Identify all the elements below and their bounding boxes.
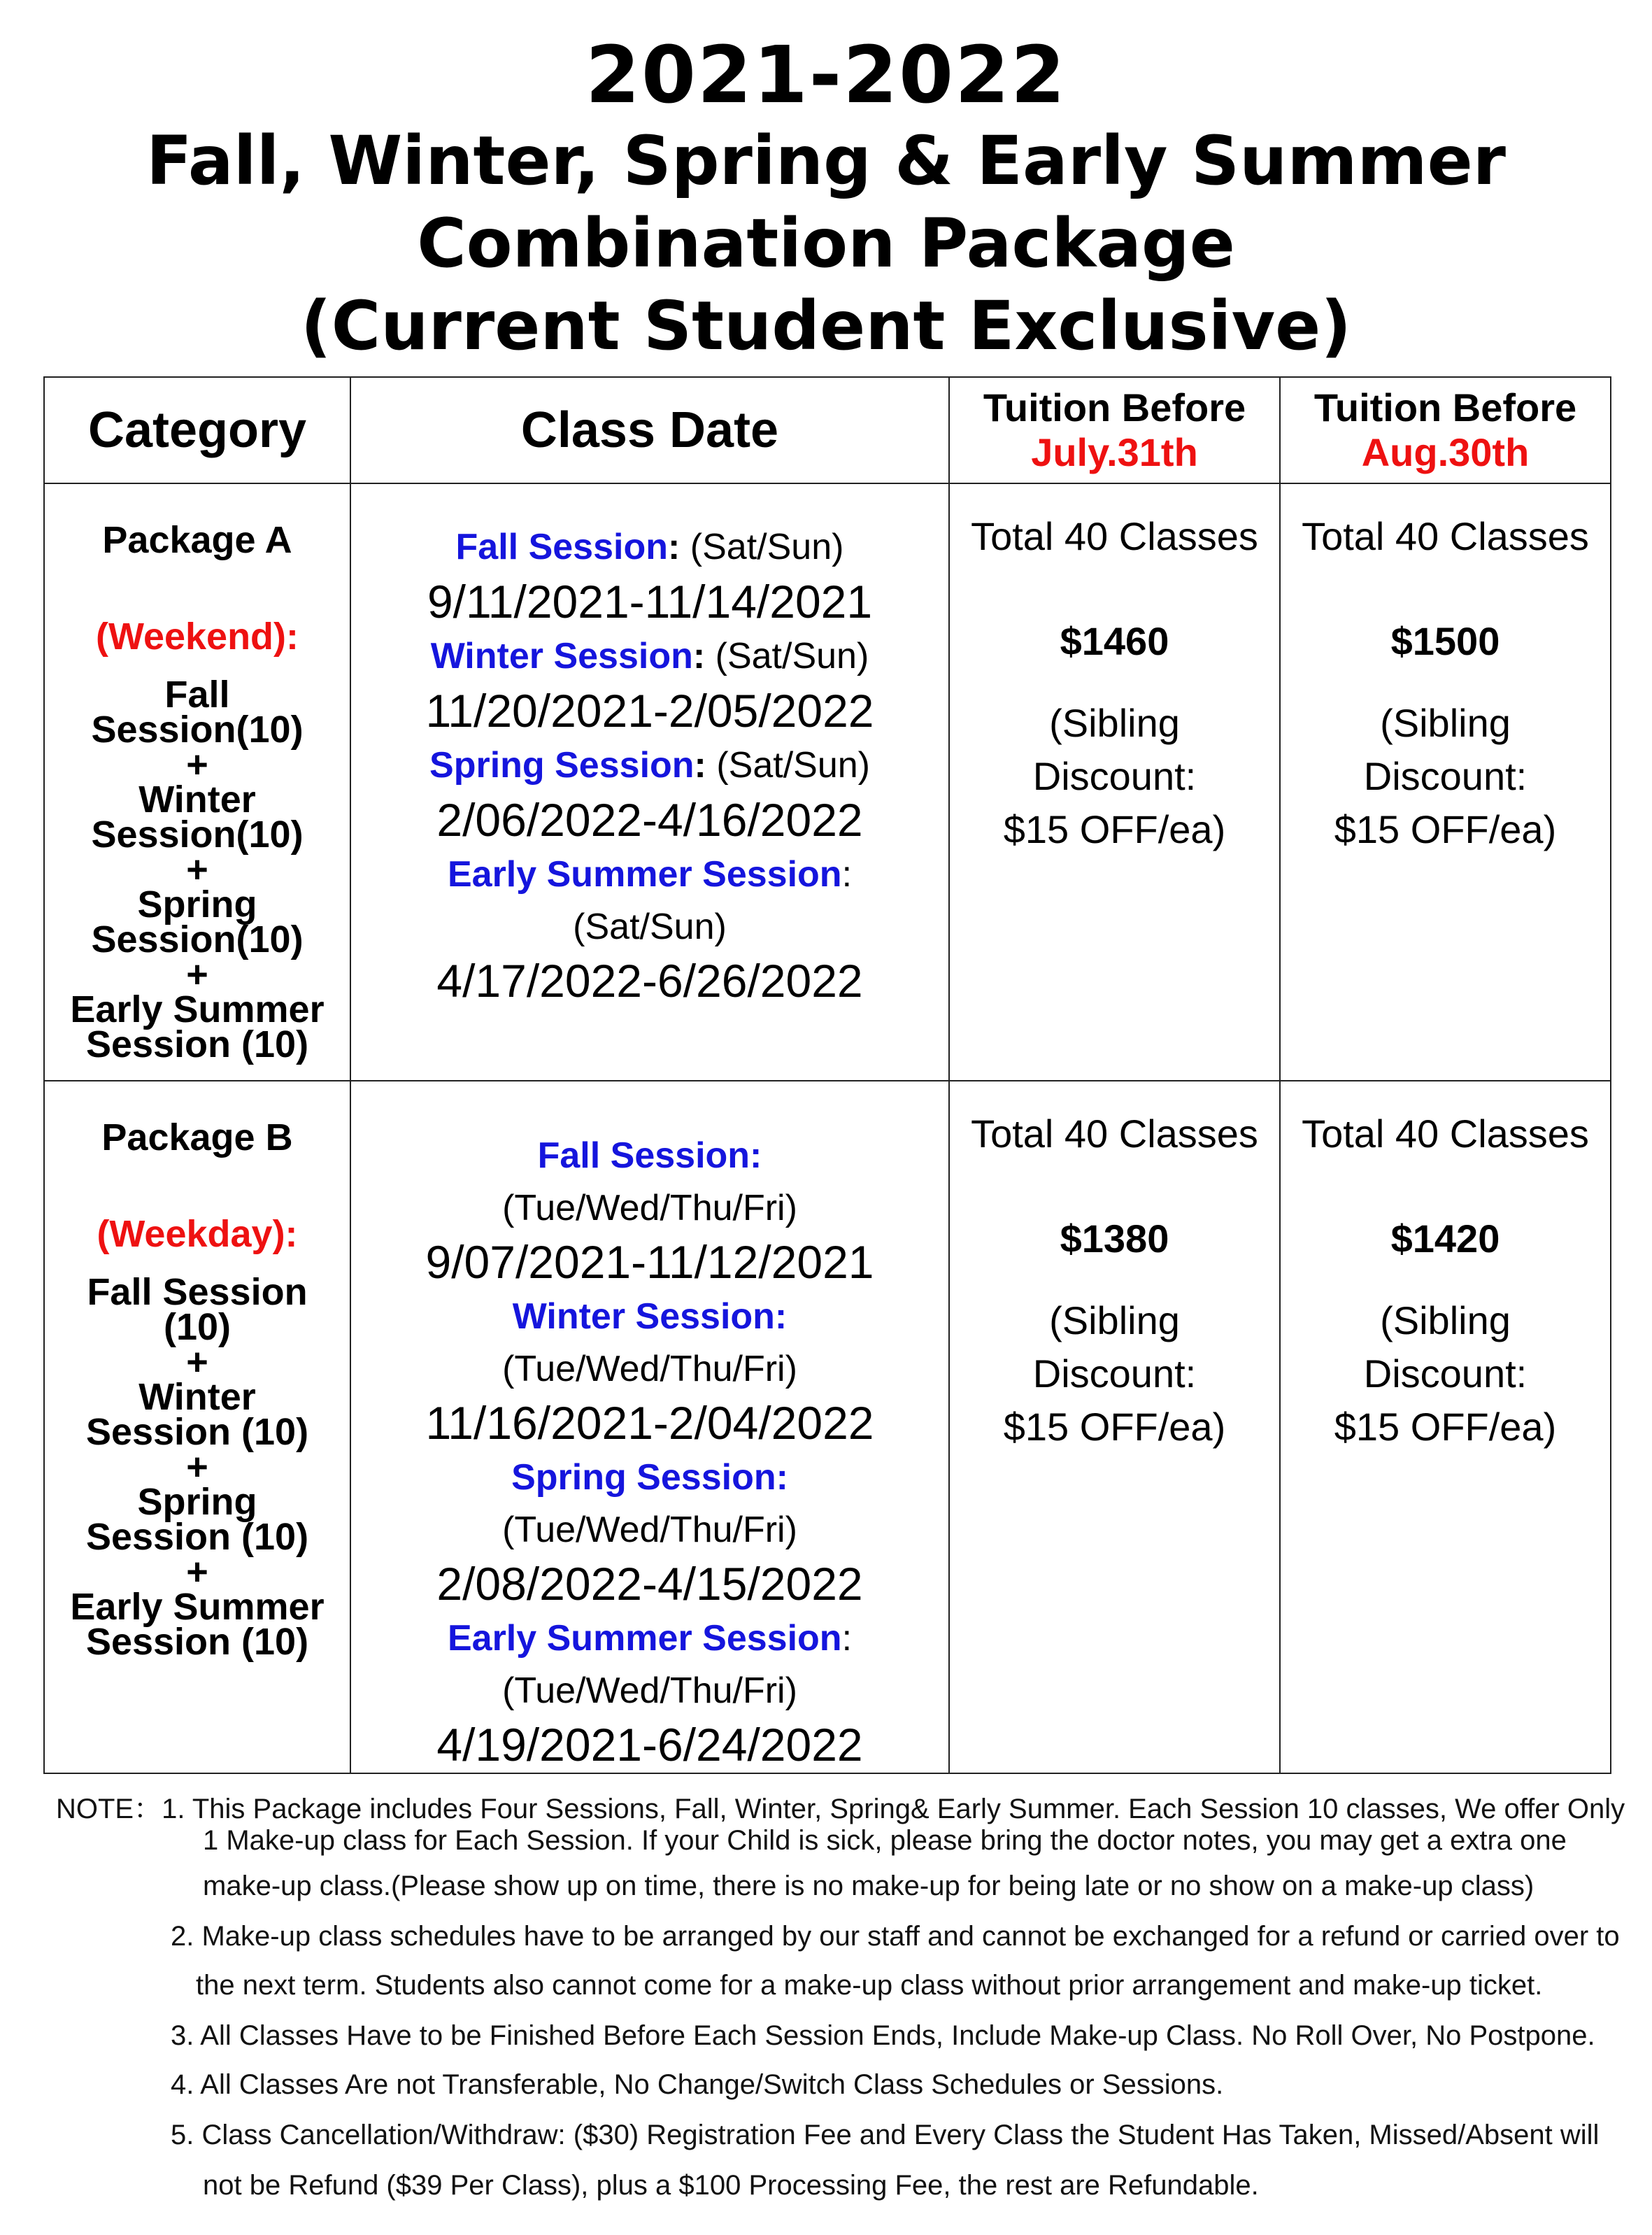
sibling-discount-line: (Sibling — [1380, 1298, 1511, 1342]
category-line: Session(10) — [91, 814, 304, 856]
tuition-cell — [949, 1081, 1280, 1773]
price: $1500 — [1390, 619, 1500, 663]
session-label: Fall Session: — [537, 1135, 762, 1176]
package-name: Package A — [102, 519, 292, 561]
sibling-discount-line: (Sibling — [1049, 1298, 1180, 1342]
session-line — [351, 1451, 948, 1504]
category-line: Session(10) — [91, 709, 304, 751]
header-tuition-date: Aug.30th — [1361, 430, 1530, 474]
session-days: (Tue/Wed/Thu/Fri) — [502, 1349, 797, 1389]
header-category: Category — [44, 377, 350, 483]
package-name: Package B — [101, 1116, 293, 1158]
total-classes: Total 40 Classes — [971, 1112, 1258, 1156]
session-date-range: 9/07/2021-11/12/2021 — [425, 1236, 874, 1288]
note-line: the next term. Students also cannot come for a make-up class without prior arrangement and make-up ticket. — [196, 1970, 1543, 2001]
sibling-discount-line: $15 OFF/ea) — [1334, 807, 1557, 851]
note-line: 4. All Classes Are not Transferable, No Change/Switch Class Schedules or Sessions. — [171, 2069, 1224, 2100]
session-colon: : — [668, 527, 681, 567]
title-line-seasons: Fall, Winter, Spring & Early Summer — [145, 122, 1507, 200]
category-line: Early Summer — [70, 1586, 325, 1628]
header-tuition-august — [1280, 377, 1611, 483]
title-line-package: Combination Package — [417, 204, 1235, 283]
session-colon: : — [692, 636, 706, 676]
total-classes: Total 40 Classes — [971, 514, 1258, 558]
session-date-range: 2/08/2022-4/15/2022 — [436, 1558, 863, 1610]
session-label: Fall Session — [455, 527, 668, 567]
session-colon: : — [841, 854, 853, 895]
sibling-discount-line: Discount: — [1032, 754, 1197, 798]
category-line: Fall — [164, 674, 230, 716]
category-line: + — [186, 849, 208, 891]
total-classes: Total 40 Classes — [1302, 514, 1589, 558]
note-line: 5. Class Cancellation/Withdraw: ($30) Registration Fee and Every Class the Student Has Taken, Missed/Absent will — [171, 2120, 1600, 2150]
session-date-range: 11/20/2021-2/05/2022 — [425, 685, 874, 737]
title-year: 2021-2022 — [585, 30, 1067, 121]
category-line: Session (10) — [85, 1516, 309, 1558]
price: $1380 — [1060, 1216, 1169, 1261]
session-line — [351, 739, 948, 792]
header-tuition-label: Tuition Before — [1313, 385, 1577, 430]
title-line-exclusive: (Current Student Exclusive) — [300, 287, 1352, 365]
sibling-discount-line: $15 OFF/ea) — [1003, 1405, 1226, 1449]
tuition-cell — [1280, 1081, 1611, 1773]
category-line: + — [186, 744, 208, 786]
tuition-cell — [949, 483, 1280, 1081]
session-date-range: 2/06/2022-4/16/2022 — [436, 794, 863, 846]
session-label: Spring Session: — [511, 1457, 788, 1498]
session-colon: : — [841, 1618, 853, 1659]
session-label: Early Summer Session — [447, 1618, 842, 1659]
category-cell — [44, 483, 350, 1081]
session-line — [351, 1129, 948, 1182]
header-tuition-july — [949, 377, 1280, 483]
session-line — [351, 1290, 948, 1343]
total-classes: Total 40 Classes — [1302, 1112, 1589, 1156]
session-date-range: 4/17/2022-6/26/2022 — [436, 955, 863, 1007]
header-class-date: Class Date — [350, 377, 949, 483]
category-cell — [44, 1081, 350, 1773]
category-line: Session (10) — [85, 1023, 309, 1065]
note-line: 2. Make-up class schedules have to be arranged by our staff and cannot be exchanged for a refund or carried over to — [171, 1921, 1620, 1952]
session-days: (Sat/Sun) — [680, 527, 844, 567]
note-line: make-up class.(Please show up on time, there is no make-up for being late or no show on a make-up class) — [203, 1871, 1534, 1901]
category-line: Spring — [137, 884, 257, 925]
session-days: (Sat/Sun) — [705, 636, 869, 676]
session-label: Early Summer Session — [447, 854, 842, 895]
session-label: Winter Session — [430, 636, 693, 676]
session-label: Spring Session — [429, 745, 695, 786]
note-line: not be Refund ($39 Per Class), plus a $100 Processing Fee, the rest are Refundable. — [203, 2170, 1259, 2201]
category-line: Fall Session — [87, 1271, 308, 1313]
sibling-discount-line: (Sibling — [1049, 701, 1180, 745]
sibling-discount-line: $15 OFF/ea) — [1334, 1405, 1557, 1449]
session-days: (Sat/Sun) — [706, 745, 870, 786]
session-line — [351, 1612, 948, 1665]
session-days: (Tue/Wed/Thu/Fri) — [502, 1188, 797, 1228]
category-line: Early Summer — [70, 988, 325, 1030]
session-date-range: 9/11/2021-11/14/2021 — [427, 576, 873, 627]
category-line: Winter — [138, 779, 256, 821]
category-line: Spring — [137, 1481, 257, 1523]
sibling-discount-line: $15 OFF/ea) — [1003, 807, 1226, 851]
session-days: (Tue/Wed/Thu/Fri) — [502, 1510, 797, 1550]
class-date-cell — [350, 483, 949, 1081]
category-line: + — [186, 953, 208, 995]
header-tuition-date: July.31th — [1031, 430, 1198, 474]
sibling-discount-line: Discount: — [1032, 1351, 1197, 1396]
session-days: (Tue/Wed/Thu/Fri) — [502, 1670, 797, 1711]
category-line: + — [186, 1446, 208, 1488]
sibling-discount-line: Discount: — [1363, 754, 1528, 798]
category-line: (10) — [163, 1306, 232, 1348]
price: $1420 — [1390, 1216, 1500, 1261]
category-line: Session (10) — [85, 1621, 309, 1663]
session-line — [351, 630, 948, 683]
sibling-discount-line: (Sibling — [1380, 701, 1511, 745]
package-type: (Weekend): — [95, 616, 299, 658]
price: $1460 — [1060, 619, 1169, 663]
session-colon: : — [694, 745, 706, 786]
category-line: Winter — [138, 1376, 256, 1418]
table-header-row — [44, 377, 1611, 483]
table-row — [44, 483, 1611, 1081]
session-date-range: 4/19/2021-6/24/2022 — [436, 1719, 863, 1771]
header-tuition-label: Tuition Before — [983, 385, 1246, 430]
pricing-table — [43, 376, 1611, 1774]
category-line: Session (10) — [85, 1411, 309, 1453]
note-line: 3. All Classes Have to be Finished Before Each Session Ends, Include Make-up Class. No Roll Over, No Postpone. — [171, 2020, 1595, 2051]
session-date-range: 11/16/2021-2/04/2022 — [425, 1397, 874, 1449]
session-line — [351, 848, 948, 901]
category-line: + — [186, 1341, 208, 1383]
class-date-cell — [350, 1081, 949, 1773]
note-line: 1 Make-up class for Each Session. If your Child is sick, please bring the doctor notes, you may get a extra one — [203, 1825, 1567, 1856]
note-line: NOTE：1. This Package includes Four Sessions, Fall, Winter, Spring& Early Summer. Each Session 10 classes, We offer Only — [56, 1794, 1625, 1824]
table-row — [44, 1081, 1611, 1773]
session-label: Winter Session: — [512, 1296, 788, 1337]
session-days: (Sat/Sun) — [573, 907, 727, 947]
session-line — [351, 520, 948, 574]
sibling-discount-line: Discount: — [1363, 1351, 1528, 1396]
package-type: (Weekday): — [97, 1213, 298, 1255]
category-line: + — [186, 1551, 208, 1593]
category-line: Session(10) — [91, 918, 304, 960]
tuition-cell — [1280, 483, 1611, 1081]
